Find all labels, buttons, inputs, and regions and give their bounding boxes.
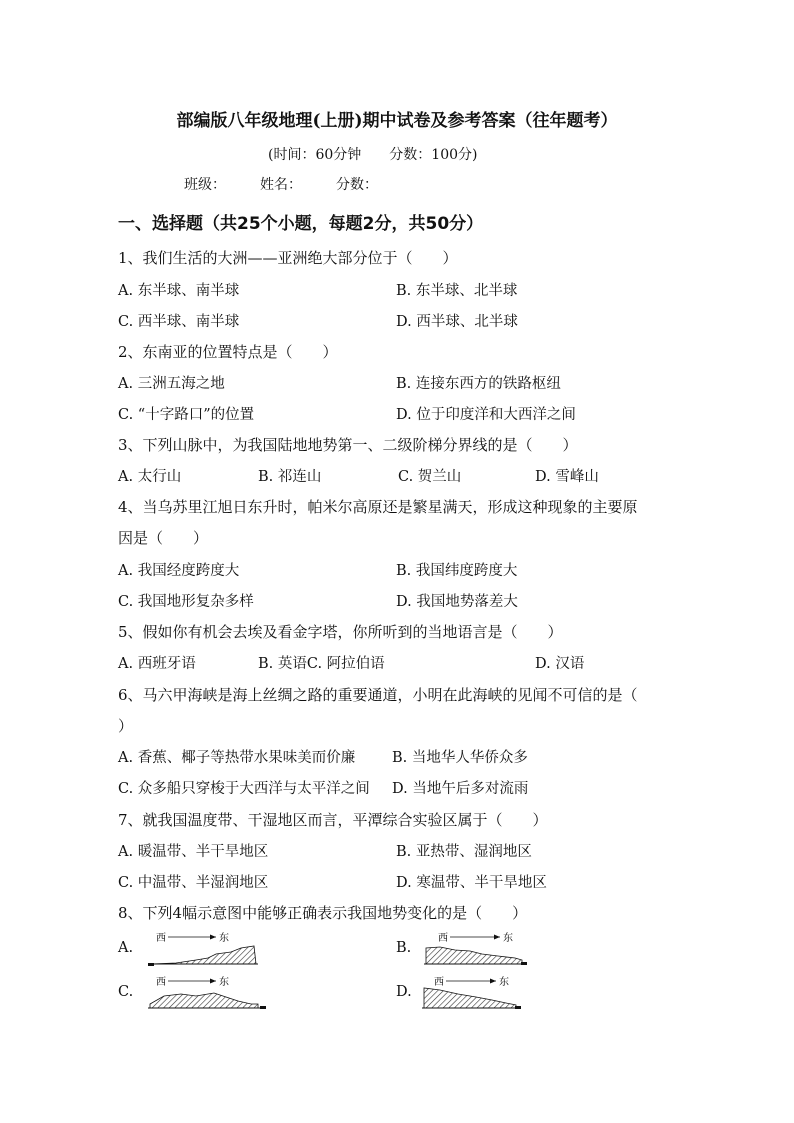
name-label: 姓名： [260, 177, 302, 193]
arrow-head [494, 935, 500, 940]
class-label: 班级： [184, 177, 226, 193]
page-title: 部编版八年级地理(上册)期中试卷及参考答案（往年题考） [176, 111, 618, 131]
terrain-shape [424, 988, 516, 1008]
option: C. 众多船只穿梭于大西洋与太平洋之间 [118, 781, 370, 797]
option: C. 西半球、南半球 [118, 314, 240, 330]
east-label: 东 [219, 977, 229, 988]
option-label: B. [396, 940, 412, 956]
exam-time: (时间：60分钟 [268, 147, 362, 163]
option: A. 太行山 [118, 469, 182, 485]
option: B. 我国纬度跨度大 [396, 563, 518, 579]
option: B. 当地华人华侨众多 [392, 750, 528, 766]
sea-marker [515, 1006, 521, 1009]
west-label: 西 [438, 933, 448, 944]
terrain-profile-b [420, 930, 550, 970]
west-label: 西 [156, 977, 166, 988]
score-label: 分数： [336, 177, 378, 193]
option: D. 我国地势落差大 [396, 594, 518, 610]
question-stem-cont: 因是（ ） [118, 529, 209, 547]
arrow-head [490, 979, 496, 984]
option: A. 香蕉、椰子等热带水果味美而价廉 [118, 750, 356, 766]
east-label: 东 [219, 933, 229, 944]
exam-score: 分数：100分) [389, 147, 478, 163]
arrow-head [210, 935, 216, 940]
option: A. 我国经度跨度大 [118, 563, 240, 579]
terrain-diagram-b [396, 930, 546, 970]
option: D. 当地午后多对流雨 [392, 781, 529, 797]
sea-marker [260, 1006, 266, 1009]
option: D. 西半球、北半球 [396, 314, 518, 330]
sea-marker [148, 963, 154, 966]
east-label: 东 [503, 933, 513, 944]
west-label: 西 [434, 977, 444, 988]
option: A. 东半球、南半球 [118, 283, 240, 299]
terrain-shape [426, 947, 522, 964]
terrain-diagram-a [118, 930, 268, 970]
terrain-profile-c [146, 974, 296, 1014]
option: C. 中温带、半湿润地区 [118, 875, 269, 891]
option: D. 位于印度洋和大西洋之间 [396, 407, 576, 423]
option: B. 东半球、北半球 [396, 283, 518, 299]
terrain-shape [150, 993, 258, 1008]
terrain-profile-a [146, 930, 276, 970]
question-stem: 4、当乌苏里江旭日东升时，帕米尔高原还是繁星满天，形成这种现象的主要原 [118, 498, 638, 516]
question-stem: 1、我们生活的大洲——亚洲绝大部分位于（ ） [118, 249, 458, 267]
question-stem: 5、假如你有机会去埃及看金字塔，你所听到的当地语言是（ ） [118, 623, 563, 641]
exam-meta [268, 144, 477, 164]
option: C. 贺兰山 [398, 469, 462, 485]
section-heading: 一、选择题（共25个小题，每题2分，共50分） [118, 214, 484, 234]
question-stem-cont: ） [118, 717, 134, 735]
option: A. 暖温带、半干旱地区 [118, 844, 269, 860]
option: D. 雪峰山 [535, 469, 599, 485]
west-label: 西 [156, 933, 166, 944]
option: B. 连接东西方的铁路枢纽 [396, 376, 561, 392]
east-label: 东 [499, 977, 509, 988]
student-info [184, 174, 378, 194]
terrain-shape [150, 946, 256, 964]
option: C. 我国地形复杂多样 [118, 594, 254, 610]
option: B. 英语C. 阿拉伯语 [258, 656, 385, 672]
terrain-diagram-c [118, 974, 268, 1014]
question-stem: 3、下列山脉中，为我国陆地地势第一、二级阶梯分界线的是（ ） [118, 436, 578, 454]
option: D. 寒温带、半干旱地区 [396, 875, 547, 891]
option: D. 汉语 [535, 656, 585, 672]
question-stem: 6、马六甲海峡是海上丝绸之路的重要通道，小明在此海峡的见闻不可信的是（ [118, 686, 638, 704]
question-stem: 8、下列4幅示意图中能够正确表示我国地势变化的是（ ） [118, 904, 528, 922]
option-label: D. [396, 984, 412, 1000]
arrow-head [210, 979, 216, 984]
question-stem: 2、东南亚的位置特点是（ ） [118, 343, 338, 361]
sea-marker [521, 962, 527, 965]
option: B. 亚热带、湿润地区 [396, 844, 532, 860]
option: A. 三洲五海之地 [118, 376, 225, 392]
terrain-diagram-d [396, 974, 546, 1014]
option-label: C. [118, 984, 134, 1000]
option: C. “十字路口”的位置 [118, 407, 255, 423]
option-label: A. [118, 940, 134, 956]
terrain-profile-d [420, 974, 570, 1014]
option: A. 西班牙语 [118, 656, 196, 672]
option: B. 祁连山 [258, 469, 322, 485]
question-stem: 7、就我国温度带、干湿地区而言，平潭综合实验区属于（ ） [118, 811, 548, 829]
